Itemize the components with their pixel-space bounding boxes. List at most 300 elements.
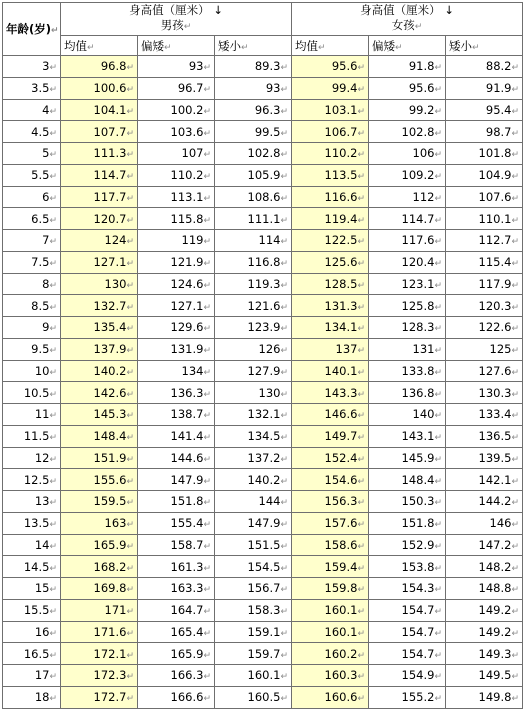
- paragraph-mark-icon: ↵: [434, 607, 443, 618]
- age-cell: 10↵: [3, 360, 61, 382]
- girls-avg-cell: 125.6↵: [292, 251, 369, 273]
- paragraph-mark-icon: ↵: [511, 106, 520, 117]
- paragraph-mark-icon: ↵: [49, 193, 57, 204]
- paragraph-mark-icon: ↵: [434, 302, 443, 313]
- paragraph-mark-icon: ↵: [280, 259, 289, 270]
- boys-low-cell: 164.7↵: [138, 599, 215, 621]
- age-cell: 4.5↵: [3, 121, 61, 143]
- table-row: [3, 208, 523, 230]
- paragraph-mark-icon: ↵: [203, 193, 211, 204]
- paragraph-mark-icon: ↵: [357, 672, 366, 683]
- paragraph-mark-icon: ↵: [280, 433, 289, 444]
- paragraph-mark-icon: ↵: [511, 63, 520, 74]
- girls-low-cell: 143.1↵: [369, 425, 446, 447]
- boys-height-label: 身高值（厘米）: [129, 3, 210, 17]
- girls-short-cell: 127.6↵: [446, 360, 523, 382]
- paragraph-mark-icon: ↵: [357, 259, 366, 270]
- girls-low-cell: 99.2↵: [369, 99, 446, 121]
- paragraph-mark-icon: ↵: [434, 215, 443, 226]
- paragraph-mark-icon: ↵: [357, 237, 366, 248]
- paragraph-mark-icon: ↵: [203, 85, 211, 96]
- paragraph-mark-icon: ↵: [434, 150, 443, 161]
- paragraph-mark-icon: ↵: [49, 433, 57, 444]
- paragraph-mark-icon: ↵: [126, 128, 134, 139]
- boys-short-cell: 159.1↵: [215, 621, 292, 643]
- table-row: [3, 143, 523, 165]
- paragraph-mark-icon: ↵: [203, 63, 211, 74]
- age-cell: 16↵: [3, 621, 61, 643]
- boys-short-cell: 158.3↵: [215, 599, 292, 621]
- table-row: [3, 77, 523, 99]
- paragraph-mark-icon: ↵: [434, 106, 443, 117]
- paragraph-mark-icon: ↵: [434, 389, 443, 400]
- boys-low-cell: 103.6↵: [138, 121, 215, 143]
- girls-short-cell: 107.6↵: [446, 186, 523, 208]
- paragraph-mark-icon: ↵: [126, 433, 134, 444]
- table-row: [3, 578, 523, 600]
- boys-low-cell: 134↵: [138, 360, 215, 382]
- paragraph-mark-icon: ↵: [203, 172, 211, 183]
- boys-avg-cell: 159.5↵: [61, 491, 138, 513]
- boys-short-cell: 93↵: [215, 77, 292, 99]
- table-row: [3, 295, 523, 317]
- boys-short-cell: 144↵: [215, 491, 292, 513]
- paragraph-mark-icon: ↵: [511, 172, 520, 183]
- girls-low-cell: 154.9↵: [369, 665, 446, 687]
- boys-short-cell: 160.5↵: [215, 686, 292, 708]
- paragraph-mark-icon: ↵: [49, 367, 57, 378]
- girls-short-cell: 98.7↵: [446, 121, 523, 143]
- paragraph-mark-icon: ↵: [203, 128, 211, 139]
- paragraph-mark-icon: ↵: [126, 63, 134, 74]
- boys-avg-cell: 130↵: [61, 273, 138, 295]
- paragraph-mark-icon: ↵: [434, 85, 443, 96]
- paragraph-mark-icon: ↵: [49, 454, 57, 465]
- paragraph-mark-icon: ↵: [203, 694, 211, 705]
- paragraph-mark-icon: ↵: [49, 411, 57, 422]
- girls-avg-cell: 152.4↵: [292, 447, 369, 469]
- paragraph-mark-icon: ↵: [511, 259, 520, 270]
- paragraph-mark-icon: ↵: [49, 585, 57, 596]
- height-table: [2, 2, 523, 709]
- paragraph-mark-icon: ↵: [280, 172, 289, 183]
- boys-short-cell: 121.6↵: [215, 295, 292, 317]
- boys-avg-cell: 117.7↵: [61, 186, 138, 208]
- boys-short-cell: 108.6↵: [215, 186, 292, 208]
- girls-low-cell: 117.6↵: [369, 230, 446, 252]
- paragraph-mark-icon: ↵: [126, 324, 134, 335]
- table-row: [3, 686, 523, 708]
- boys-avg-cell: 151.9↵: [61, 447, 138, 469]
- paragraph-mark-icon: ↵: [511, 454, 520, 465]
- paragraph-mark-icon: ↵: [511, 650, 520, 661]
- boys-short-cell: 156.7↵: [215, 578, 292, 600]
- paragraph-mark-icon: ↵: [49, 498, 57, 509]
- table-row: [3, 99, 523, 121]
- paragraph-mark-icon: ↵: [126, 389, 134, 400]
- boys-low-header: 偏矮↵: [138, 36, 215, 56]
- paragraph-mark-icon: ↵: [357, 280, 366, 291]
- boys-low-cell: 110.2↵: [138, 164, 215, 186]
- table-row: [3, 251, 523, 273]
- paragraph-mark-icon: ↵: [203, 302, 211, 313]
- paragraph-mark-icon: ↵: [434, 259, 443, 270]
- boys-low-cell: 119↵: [138, 230, 215, 252]
- boys-short-cell: 160.1↵: [215, 665, 292, 687]
- age-cell: 12↵: [3, 447, 61, 469]
- boys-short-cell: 123.9↵: [215, 317, 292, 339]
- paragraph-mark-icon: ↵: [203, 433, 211, 444]
- paragraph-mark-icon: ↵: [280, 541, 289, 552]
- girls-short-header: 矮小↵: [446, 36, 523, 56]
- paragraph-mark-icon: ↵: [203, 672, 211, 683]
- girls-avg-cell: 134.1↵: [292, 317, 369, 339]
- girls-low-cell: 131↵: [369, 338, 446, 360]
- girls-short-cell: 115.4↵: [446, 251, 523, 273]
- paragraph-mark-icon: ↵: [203, 237, 211, 248]
- girls-avg-cell: 103.1↵: [292, 99, 369, 121]
- age-cell: 16.5↵: [3, 643, 61, 665]
- girls-short-cell: 117.9↵: [446, 273, 523, 295]
- boys-avg-cell: 172.3↵: [61, 665, 138, 687]
- girls-short-cell: 146↵: [446, 512, 523, 534]
- table-row: [3, 556, 523, 578]
- boys-low-cell: 155.4↵: [138, 512, 215, 534]
- table-body: [3, 56, 523, 709]
- paragraph-mark-icon: ↵: [357, 541, 366, 552]
- paragraph-mark-icon: ↵: [203, 563, 211, 574]
- boys-avg-cell: 148.4↵: [61, 425, 138, 447]
- girls-avg-cell: 160.2↵: [292, 643, 369, 665]
- girls-low-cell: 133.8↵: [369, 360, 446, 382]
- paragraph-mark-icon: ↵: [126, 280, 134, 291]
- boys-low-cell: 113.1↵: [138, 186, 215, 208]
- paragraph-mark-icon: ↵: [126, 302, 134, 313]
- paragraph-mark-icon: ↵: [434, 454, 443, 465]
- paragraph-mark-icon: ↵: [49, 607, 57, 618]
- down-arrow-icon: ↓: [213, 3, 223, 17]
- girls-avg-cell: 113.5↵: [292, 164, 369, 186]
- age-cell: 15.5↵: [3, 599, 61, 621]
- boys-short-cell: 127.9↵: [215, 360, 292, 382]
- paragraph-mark-icon: ↵: [280, 193, 289, 204]
- paragraph-mark-icon: ↵: [434, 520, 443, 531]
- age-cell: 8↵: [3, 273, 61, 295]
- boys-low-cell: 93↵: [138, 56, 215, 78]
- boys-avg-cell: 104.1↵: [61, 99, 138, 121]
- paragraph-mark-icon: ↵: [280, 628, 289, 639]
- girls-short-cell: 110.1↵: [446, 208, 523, 230]
- paragraph-mark-icon: ↵: [49, 85, 57, 96]
- paragraph-mark-icon: ↵: [357, 63, 366, 74]
- paragraph-mark-icon: ↵: [126, 367, 134, 378]
- paragraph-mark-icon: ↵: [126, 411, 134, 422]
- paragraph-mark-icon: ↵: [126, 628, 134, 639]
- paragraph-mark-icon: ↵: [203, 520, 211, 531]
- paragraph-mark-icon: ↵: [434, 346, 443, 357]
- boys-avg-cell: 163↵: [61, 512, 138, 534]
- table-row: [3, 338, 523, 360]
- table-row: [3, 404, 523, 426]
- paragraph-mark-icon: ↵: [203, 650, 211, 661]
- girls-low-cell: 120.4↵: [369, 251, 446, 273]
- boys-short-cell: 151.5↵: [215, 534, 292, 556]
- boys-short-cell: 99.5↵: [215, 121, 292, 143]
- paragraph-mark-icon: ↵: [280, 280, 289, 291]
- paragraph-mark-icon: ↵: [511, 585, 520, 596]
- boys-avg-cell: 127.1↵: [61, 251, 138, 273]
- age-cell: 3.5↵: [3, 77, 61, 99]
- paragraph-mark-icon: ↵: [357, 694, 366, 705]
- girls-low-cell: 112↵: [369, 186, 446, 208]
- girls-short-cell: 149.2↵: [446, 599, 523, 621]
- paragraph-mark-icon: ↵: [357, 324, 366, 335]
- girls-short-cell: 148.8↵: [446, 578, 523, 600]
- paragraph-mark-icon: ↵: [280, 607, 289, 618]
- girls-low-cell: 151.8↵: [369, 512, 446, 534]
- paragraph-mark-icon: ↵: [357, 367, 366, 378]
- paragraph-mark-icon: ↵: [203, 346, 211, 357]
- girls-low-cell: 109.2↵: [369, 164, 446, 186]
- boys-short-header: 矮小↵: [215, 36, 292, 56]
- girls-low-cell: 125.8↵: [369, 295, 446, 317]
- paragraph-mark-icon: ↵: [49, 259, 57, 270]
- paragraph-mark-icon: ↵: [203, 367, 211, 378]
- paragraph-mark-icon: ↵: [49, 672, 57, 683]
- girls-short-cell: 122.6↵: [446, 317, 523, 339]
- paragraph-mark-icon: ↵: [280, 63, 289, 74]
- paragraph-mark-icon: ↵: [203, 607, 211, 618]
- girls-short-cell: 144.2↵: [446, 491, 523, 513]
- girls-short-cell: 133.4↵: [446, 404, 523, 426]
- boys-low-cell: 163.3↵: [138, 578, 215, 600]
- paragraph-mark-icon: ↵: [49, 106, 57, 117]
- age-cell: 3↵: [3, 56, 61, 78]
- paragraph-mark-icon: ↵: [280, 411, 289, 422]
- age-cell: 4↵: [3, 99, 61, 121]
- girls-low-cell: 136.8↵: [369, 382, 446, 404]
- girls-low-cell: 155.2↵: [369, 686, 446, 708]
- paragraph-mark-icon: ↵: [49, 172, 57, 183]
- girls-avg-cell: 160.3↵: [292, 665, 369, 687]
- age-header-label: 年龄(岁): [6, 22, 52, 36]
- paragraph-mark-icon: ↵: [49, 541, 57, 552]
- paragraph-mark-icon: ↵: [280, 454, 289, 465]
- paragraph-mark-icon: ↵: [511, 215, 520, 226]
- paragraph-mark-icon: ↵: [511, 411, 520, 422]
- boys-avg-cell: 142.6↵: [61, 382, 138, 404]
- girls-short-cell: 139.5↵: [446, 447, 523, 469]
- girls-low-cell: 114.7↵: [369, 208, 446, 230]
- paragraph-mark-icon: ↵: [49, 563, 57, 574]
- table-row: [3, 121, 523, 143]
- girls-low-cell: 154.7↵: [369, 621, 446, 643]
- age-cell: 7↵: [3, 230, 61, 252]
- down-arrow-icon: ↓: [444, 3, 454, 17]
- paragraph-mark-icon: ↵: [511, 367, 520, 378]
- girls-low-cell: 148.4↵: [369, 469, 446, 491]
- paragraph-mark-icon: ↵: [511, 280, 520, 291]
- paragraph-mark-icon: ↵: [357, 628, 366, 639]
- paragraph-mark-icon: ↵: [434, 63, 443, 74]
- girls-avg-cell: 122.5↵: [292, 230, 369, 252]
- paragraph-mark-icon: ↵: [357, 106, 366, 117]
- paragraph-mark-icon: ↵: [511, 237, 520, 248]
- girls-avg-header: 均值↵: [292, 36, 369, 56]
- paragraph-mark-icon: ↵: [511, 389, 520, 400]
- girls-short-cell: 136.5↵: [446, 425, 523, 447]
- paragraph-mark-icon: ↵: [434, 694, 443, 705]
- paragraph-mark-icon: ↵: [126, 193, 134, 204]
- paragraph-mark-icon: ↵: [357, 215, 366, 226]
- girls-low-cell: 91.8↵: [369, 56, 446, 78]
- paragraph-mark-icon: ↵: [280, 302, 289, 313]
- boys-short-cell: 96.3↵: [215, 99, 292, 121]
- paragraph-mark-icon: ↵: [357, 585, 366, 596]
- girls-low-cell: 152.9↵: [369, 534, 446, 556]
- paragraph-mark-icon: ↵: [357, 389, 366, 400]
- table-row: [3, 491, 523, 513]
- boys-low-cell: 161.3↵: [138, 556, 215, 578]
- girls-avg-cell: 149.7↵: [292, 425, 369, 447]
- age-cell: 8.5↵: [3, 295, 61, 317]
- paragraph-mark-icon: ↵: [357, 302, 366, 313]
- girls-height-label: 身高值（厘米）: [360, 3, 441, 17]
- age-cell: 15↵: [3, 578, 61, 600]
- paragraph-mark-icon: ↵: [49, 128, 57, 139]
- boys-avg-header: 均值↵: [61, 36, 138, 56]
- paragraph-mark-icon: ↵: [49, 694, 57, 705]
- girls-avg-cell: 158.6↵: [292, 534, 369, 556]
- boys-avg-cell: 96.8↵: [61, 56, 138, 78]
- paragraph-mark-icon: ↵: [49, 324, 57, 335]
- paragraph-mark-icon: ↵: [126, 498, 134, 509]
- girls-low-cell: 106↵: [369, 143, 446, 165]
- girls-short-cell: 112.7↵: [446, 230, 523, 252]
- girls-avg-cell: 128.5↵: [292, 273, 369, 295]
- boys-avg-cell: 124↵: [61, 230, 138, 252]
- subheader-row: [3, 36, 523, 56]
- boys-short-cell: 116.8↵: [215, 251, 292, 273]
- paragraph-mark-icon: ↵: [126, 346, 134, 357]
- girls-short-cell: 148.2↵: [446, 556, 523, 578]
- age-cell: 5↵: [3, 143, 61, 165]
- boys-low-cell: 131.9↵: [138, 338, 215, 360]
- age-cell: 11.5↵: [3, 425, 61, 447]
- boys-low-cell: 165.4↵: [138, 621, 215, 643]
- paragraph-mark-icon: ↵: [511, 628, 520, 639]
- age-cell: 10.5↵: [3, 382, 61, 404]
- boys-short-cell: 140.2↵: [215, 469, 292, 491]
- paragraph-mark-icon: ↵: [126, 237, 134, 248]
- boys-avg-cell: 111.3↵: [61, 143, 138, 165]
- table-row: [3, 512, 523, 534]
- age-cell: 13.5↵: [3, 512, 61, 534]
- table-row: [3, 447, 523, 469]
- boys-short-cell: 89.3↵: [215, 56, 292, 78]
- table-row: [3, 382, 523, 404]
- paragraph-mark-icon: ↵: [357, 650, 366, 661]
- paragraph-mark-icon: ↵: [203, 280, 211, 291]
- paragraph-mark-icon: ↵: [280, 346, 289, 357]
- boys-avg-cell: 171↵: [61, 599, 138, 621]
- paragraph-mark-icon: ↵: [434, 563, 443, 574]
- paragraph-mark-icon: ↵: [434, 585, 443, 596]
- paragraph-mark-icon: ↵: [280, 324, 289, 335]
- paragraph-mark-icon: ↵: [357, 607, 366, 618]
- girls-low-cell: 154.3↵: [369, 578, 446, 600]
- girls-avg-cell: 95.6↵: [292, 56, 369, 78]
- paragraph-mark-icon: ↵: [49, 150, 57, 161]
- age-cell: 6.5↵: [3, 208, 61, 230]
- paragraph-mark-icon: ↵: [203, 411, 211, 422]
- boys-avg-cell: 165.9↵: [61, 534, 138, 556]
- girls-avg-cell: 131.3↵: [292, 295, 369, 317]
- paragraph-mark-icon: ↵: [126, 694, 134, 705]
- paragraph-mark-icon: ↵: [280, 563, 289, 574]
- boys-short-cell: 159.7↵: [215, 643, 292, 665]
- paragraph-mark-icon: ↵: [280, 498, 289, 509]
- paragraph-mark-icon: ↵: [280, 476, 289, 487]
- paragraph-mark-icon: ↵: [357, 346, 366, 357]
- paragraph-mark-icon: ↵: [280, 367, 289, 378]
- paragraph-mark-icon: ↵: [126, 85, 134, 96]
- paragraph-mark-icon: ↵: [49, 628, 57, 639]
- age-cell: 9↵: [3, 317, 61, 339]
- girls-short-cell: 142.1↵: [446, 469, 523, 491]
- girls-short-cell: 101.8↵: [446, 143, 523, 165]
- paragraph-mark-icon: ↵: [126, 650, 134, 661]
- girls-short-cell: 120.3↵: [446, 295, 523, 317]
- paragraph-mark-icon: ↵: [203, 389, 211, 400]
- table-row: [3, 469, 523, 491]
- paragraph-mark-icon: ↵: [51, 26, 59, 36]
- paragraph-mark-icon: ↵: [203, 454, 211, 465]
- boys-avg-cell: 114.7↵: [61, 164, 138, 186]
- paragraph-mark-icon: ↵: [357, 128, 366, 139]
- girls-short-cell: 130.3↵: [446, 382, 523, 404]
- table-row: [3, 665, 523, 687]
- boys-low-cell: 141.4↵: [138, 425, 215, 447]
- girls-low-cell: 128.3↵: [369, 317, 446, 339]
- girls-avg-cell: 137↵: [292, 338, 369, 360]
- paragraph-mark-icon: ↵: [357, 411, 366, 422]
- boys-low-cell: 136.3↵: [138, 382, 215, 404]
- boys-short-cell: 126↵: [215, 338, 292, 360]
- paragraph-mark-icon: ↵: [126, 454, 134, 465]
- paragraph-mark-icon: ↵: [280, 128, 289, 139]
- paragraph-mark-icon: ↵: [126, 672, 134, 683]
- paragraph-mark-icon: ↵: [203, 215, 211, 226]
- boys-low-cell: 138.7↵: [138, 404, 215, 426]
- paragraph-mark-icon: ↵: [126, 476, 134, 487]
- boys-short-cell: 132.1↵: [215, 404, 292, 426]
- table-row: [3, 360, 523, 382]
- paragraph-mark-icon: ↵: [434, 433, 443, 444]
- paragraph-mark-icon: ↵: [357, 433, 366, 444]
- table-row: [3, 425, 523, 447]
- paragraph-mark-icon: ↵: [414, 22, 423, 32]
- boys-low-cell: 165.9↵: [138, 643, 215, 665]
- paragraph-mark-icon: ↵: [49, 650, 57, 661]
- boys-low-cell: 147.9↵: [138, 469, 215, 491]
- paragraph-mark-icon: ↵: [357, 520, 366, 531]
- paragraph-mark-icon: ↵: [280, 694, 289, 705]
- paragraph-mark-icon: ↵: [49, 520, 57, 531]
- paragraph-mark-icon: ↵: [203, 324, 211, 335]
- paragraph-mark-icon: ↵: [511, 498, 520, 509]
- table-row: [3, 164, 523, 186]
